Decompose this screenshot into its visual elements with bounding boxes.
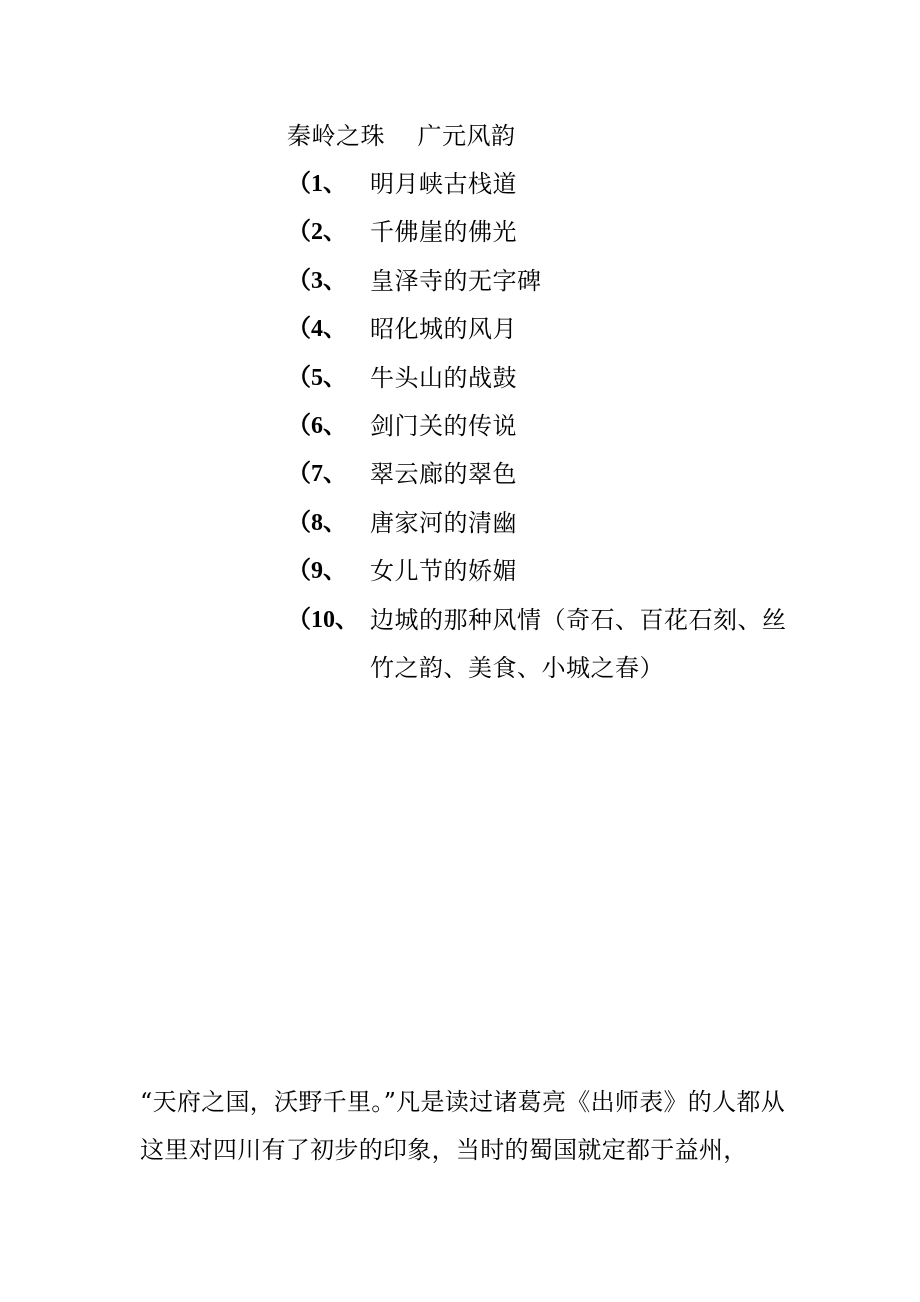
toc-item-number: （3、 <box>287 267 347 294</box>
toc-item-text: 唐家河的清幽 <box>370 508 517 537</box>
toc-item <box>287 166 807 214</box>
toc-item <box>287 553 807 601</box>
toc-item-text: 边城的那种风情（奇石、百花石刻、丝竹之韵、美食、小城之春） <box>370 605 787 682</box>
toc-item-number: （10、 <box>287 606 359 633</box>
toc-item <box>287 311 807 359</box>
toc-item <box>287 263 807 311</box>
toc-item <box>287 602 807 698</box>
toc-item-number: （8、 <box>287 509 347 536</box>
document-title: 秦岭之珠 广元风韵 <box>287 122 516 150</box>
toc-item-number: （5、 <box>287 364 347 391</box>
toc-item-text: 翠云廊的翠色 <box>370 460 517 489</box>
toc-item-number: （4、 <box>287 316 347 343</box>
toc-item-number: （2、 <box>287 219 347 246</box>
toc-item-number: （7、 <box>287 461 347 488</box>
toc-item-text: 剑门关的传说 <box>370 411 517 440</box>
toc-item <box>287 505 807 553</box>
toc-item <box>287 408 807 456</box>
toc-item-number: （9、 <box>287 558 347 585</box>
toc-item-number: （1、 <box>287 171 347 197</box>
toc-item-text: 女儿节的娇媚 <box>370 557 517 586</box>
toc-item <box>287 360 807 408</box>
body-paragraph: “天府之国，沃野千里。”凡是读过诸葛亮《出师表》的人都从这里对四川有了初步的印象，当时的蜀国就定都于益州， <box>140 1088 785 1164</box>
toc-item-text: 皇泽寺的无字碑 <box>370 266 542 295</box>
toc-item-number: （6、 <box>287 412 347 439</box>
toc-item <box>287 214 807 262</box>
toc-item-text: 千佛崖的佛光 <box>370 218 517 247</box>
toc-item <box>287 456 807 504</box>
toc-item-text: 明月峡古栈道 <box>370 170 517 198</box>
toc-item-text: 昭化城的风月 <box>370 315 517 344</box>
toc-item-text: 牛头山的战鼓 <box>370 363 517 392</box>
table-of-contents <box>287 166 807 698</box>
